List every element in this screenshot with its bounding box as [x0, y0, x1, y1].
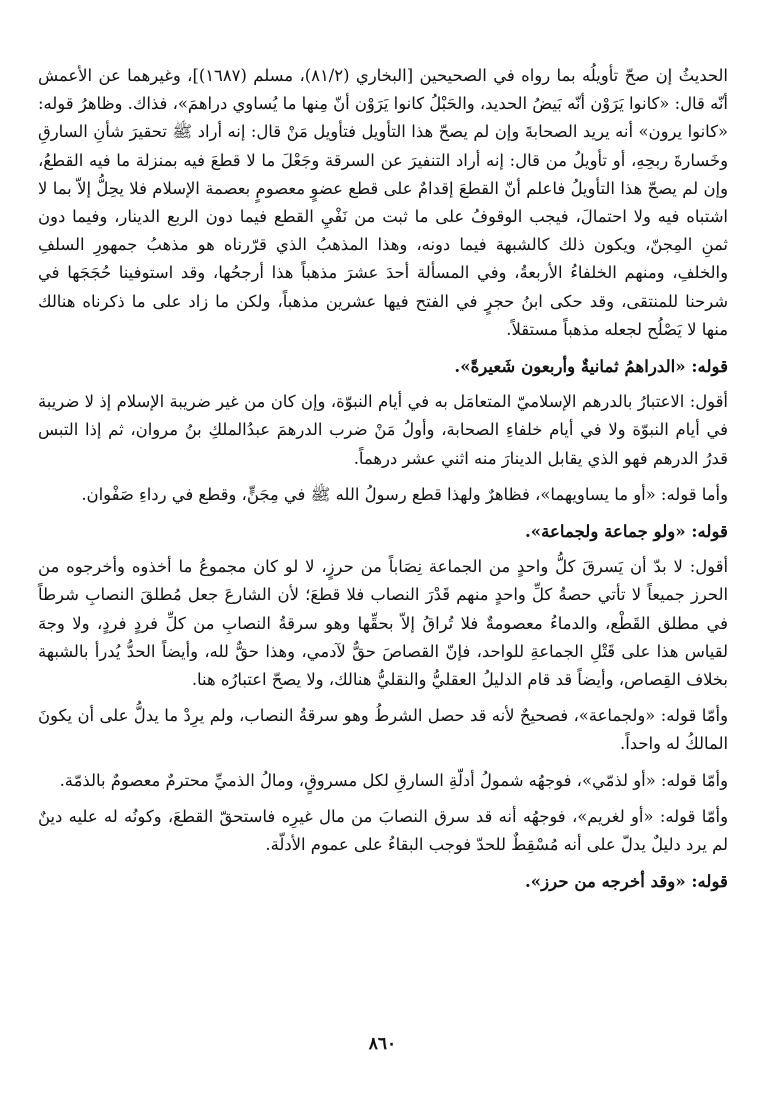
page-number: ٨٦٠ [368, 1034, 397, 1054]
heading-custody: قوله: «وقد أخرجه من حرز». [525, 871, 728, 892]
paragraph-dhimmi: وأمّا قوله: «أو لذمّي»، فوجهُه شمولُ أدلّةِ السارقِ لكل مسروقٍ، ومالُ الذميِّ محترمٌ معصومٌ بالذمّة. [59, 770, 728, 790]
paragraph-debtor: وأمّا قوله: «أو لغريم»، فوجهُه أنه قد سرق النصابَ من مال غيرِه فاستحقّ القطعَ، وكونُه له عليه دينٌ لم يرد دليلٌ يدلّ على أنه مُسْقِطٌ للحدّ فوجب البقاءُ على عموم الأدلّة. [38, 806, 728, 855]
page-body [38, 62, 728, 895]
paragraph-for-group: وأمّا قوله: «ولجماعة»، فصحيحٌ لأنه قد حصل الشرطُ وهو سرقةُ النصاب، ولم يرِدْ ما يدلُّ على أن يكونَ المالكُ له واحداً. [38, 706, 728, 754]
paragraph-equivalent-value: وأما قوله: «أو ما يساويهما»، فظاهرٌ ولهذا قطع رسولُ الله ﷺ في مِجَنٍّ، وقطع في رداءِ صَفْوان. [81, 484, 728, 504]
paragraph-group-theft: أقول: لا بدّ أن يَسرقَ كلُّ واحدٍ من الجماعة نِصَاباً من حرزٍ، لا لو كان مجموعُ ما أخذوه وأخرجوه من الحرز جميعاً لا تأتي حصةُ كلِّ واحدٍ منهم قَدْرَ النصاب فلا قطعَ؛ لأن الشارعَ جعل مُطلقَ النصابِ شرطاً في مطلق القَطْع، والدماءُ معصومةٌ فلا تُراقُ إلاّ بحقِّها وهو سرقةُ النصابِ من كلِّ فردٍ فردٍ، ولا وجهَ لقياس هذا على قَتْلِ الجماعةِ للواحد، فإنّ القصاصَ حقٌّ لآدمي، وهذا حقٌّ لله، وأيضاً الحدُّ يُدرأ بالشبهة بخلاف القِصاص، وأيضاً قد قام الدليلُ العقليُّ والنقليُّ هنالك، ولا يصحّ اعتبارُه هنا. [38, 557, 728, 690]
paragraph-hadith-interpretation: الحديثُ إن صحّ تأويلُه بما رواه في الصحيحين [البخاري (٨١/٢)، مسلم (١٦٨٧)]، وغيرهما عن الأعمش أنّه قال: «كانوا يَرَوْن أنّه بَيضُ الحديد، والحَبْلُ كانوا يَرَوْن أنّ مِنها ما يُساوي دراهمَ»، فذاك. وظاهرُ قوله: «كانوا يرون» أنه يريد الصحابةَ وإن لم يصحّ هذا التأويل فتأويل مَنْ قال: إنه أراد ﷺ تحقيرَ شأنِ السارقِ وخَسارةَ ربحِهِ، أو تأويلُ من قال: إنه أراد التنفيرَ عن السرقة وجَعْلَ ما لا قطعَ فيه بمنزلة ما فيه القطعُ، وإن لم يصحّ هذا التأويلُ فاعلم أنّ القطعَ إقدامٌ على قطع عضوٍ معصومٍ بعصمة الإسلام فلا يحِلُّ إلاّ بما لا اشتباه فيه ولا احتمالَ، فيجب الوقوفُ على ما ثبت من نَفْيِ القطع فيما دون الربع الدينار، وفيما دون ثمنِ المِجنّ، ويكون ذلك كالشبهة فيما دونه، وهذا المذهبُ الذي قرّرناه هو مذهبُ جمهورِ السلفِ والخلفِ، ومنهم الخلفاءُ الأربعةُ، وفي المسألة أحدَ عشرَ مذهباً هذا أرجحُها، وقد استوفينا حُجَجَها في شرحنا للمنتقى، وقد حكى ابنُ حجرٍ في الفتح فيها عشرين مذهباً، ولكن ما زاد على ما ذكرناه هنالك منها لا يَصْلُح لجعله مذهباً مستقلاً. [38, 66, 728, 339]
paragraph-dirham-standard: أقول: الاعتبارُ بالدرهم الإسلاميّ المتعامَل به في أيام النبوّة، وإن كان من غير ضريبة الإسلام إذ لا ضريبة في أيام النبوّة ولا في أيام خلفاءِ الصحابة، وأولُ مَنْ ضرب الدرهمَ عبدُالملكِ بنُ مروان، ثم إذا التبس قدرُ الدرهم فهو الذي يقابل الدينارَ منه اثني عشر درهماً. [38, 392, 728, 468]
heading-group-theft: قوله: «ولو جماعة ولجماعة». [524, 521, 728, 542]
heading-dirhams: قوله: «الدراهمُ ثمانيةٌ وأربعون شَعيرةً». [454, 356, 728, 377]
